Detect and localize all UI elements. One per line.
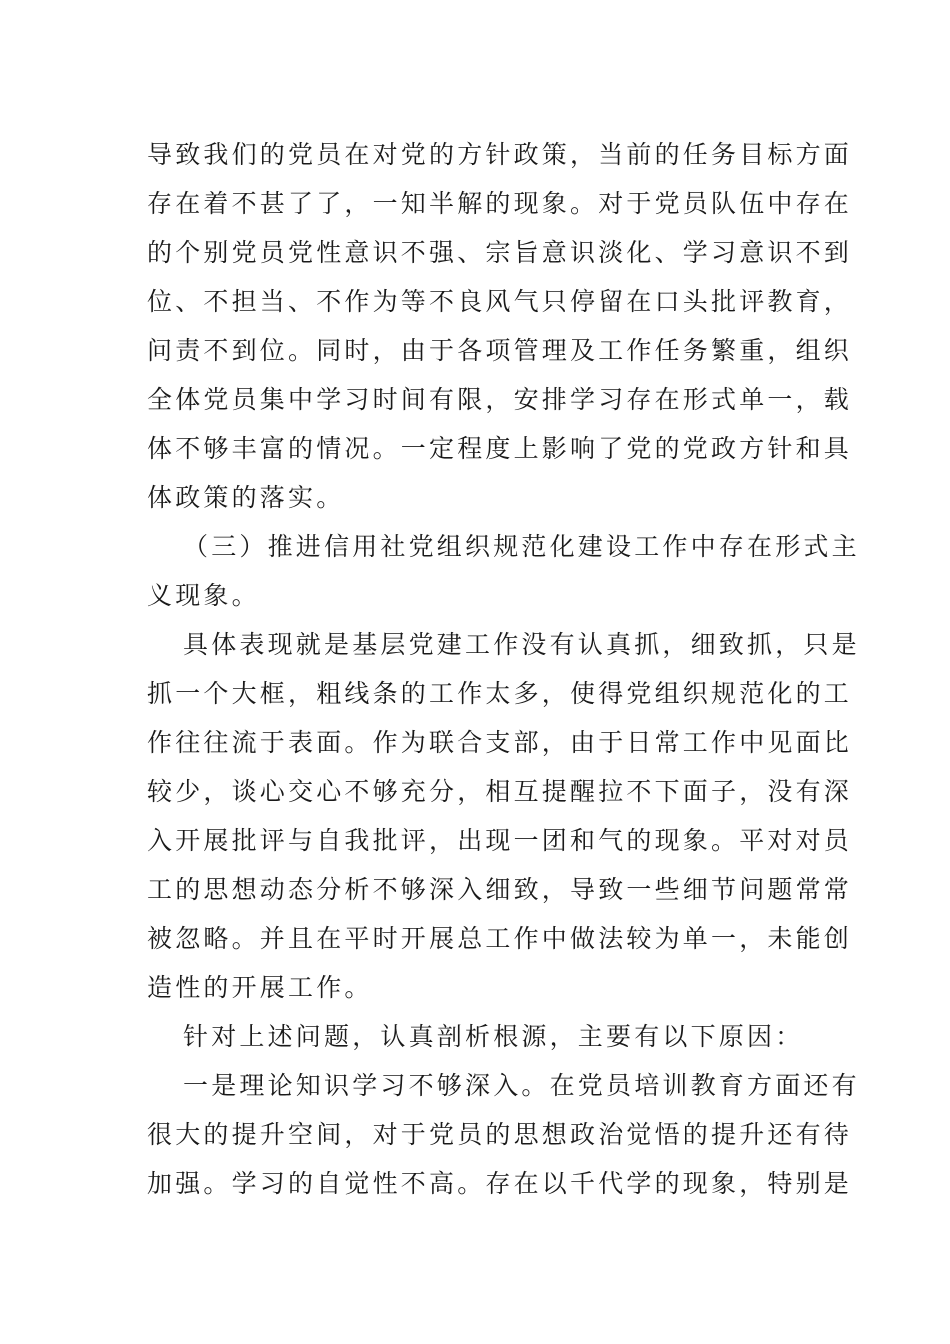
text-line: 的个别党员党性意识不强、宗旨意识淡化、学习意识不到 (147, 238, 853, 267)
paragraph-study-problems (147, 130, 853, 522)
text-line: 存在着不甚了了，一知半解的现象。对于党员队伍中存在 (147, 189, 853, 218)
text-line: 较少，谈心交心不够充分，相互提醒拉不下面子，没有深 (147, 777, 853, 806)
text-line: 加强。学习的自觉性不高。存在以千代学的现象，特别是 (147, 1169, 853, 1198)
heading-line: （三）推进信用社党组织规范化建设工作中存在形式主 (183, 532, 860, 561)
paragraph-specific-manifestations (147, 620, 860, 1012)
text-line: 抓一个大框，粗线条的工作太多，使得党组织规范化的工 (147, 679, 853, 708)
text-line: 问责不到位。同时，由于各项管理及工作任务繁重，组织 (147, 336, 853, 365)
text-line: 被忽略。并且在平时开展总工作中做法较为单一，未能创 (147, 924, 853, 953)
body-text (147, 130, 860, 1208)
text-line: 很大的提升空间，对于党员的思想政治觉悟的提升还有待 (147, 1120, 853, 1149)
text-line: 一是理论知识学习不够深入。在党员培训教育方面还有 (183, 1071, 860, 1100)
text-line: 全体党员集中学习时间有限，安排学习存在形式单一，载 (147, 385, 853, 414)
text-line: 导致我们的党员在对党的方针政策，当前的任务目标方面 (147, 140, 853, 169)
text-line: 工的思想动态分析不够深入细致，导致一些细节问题常常 (147, 875, 853, 904)
paragraph-cause-one (147, 1061, 860, 1208)
heading-line: 义现象。 (147, 581, 260, 610)
text-line: 入开展批评与自我批评，出现一团和气的现象。平对对员 (147, 826, 853, 855)
text-line: 造性的开展工作。 (147, 973, 373, 1002)
text-line: 体不够丰富的情况。一定程度上影响了党的党政方针和具 (147, 434, 853, 463)
text-line: 具体表现就是基层党建工作没有认真抓，细致抓，只是 (183, 630, 860, 659)
text-line: 体政策的落实。 (147, 483, 345, 512)
paragraph-root-cause-intro (147, 1012, 802, 1061)
section-heading-three (147, 522, 860, 620)
text-line: 位、不担当、不作为等不良风气只停留在口头批评教育， (147, 287, 853, 316)
text-line: 针对上述问题，认真剖析根源，主要有以下原因： (183, 1022, 804, 1051)
text-line: 作往往流于表面。作为联合支部，由于日常工作中见面比 (147, 728, 853, 757)
